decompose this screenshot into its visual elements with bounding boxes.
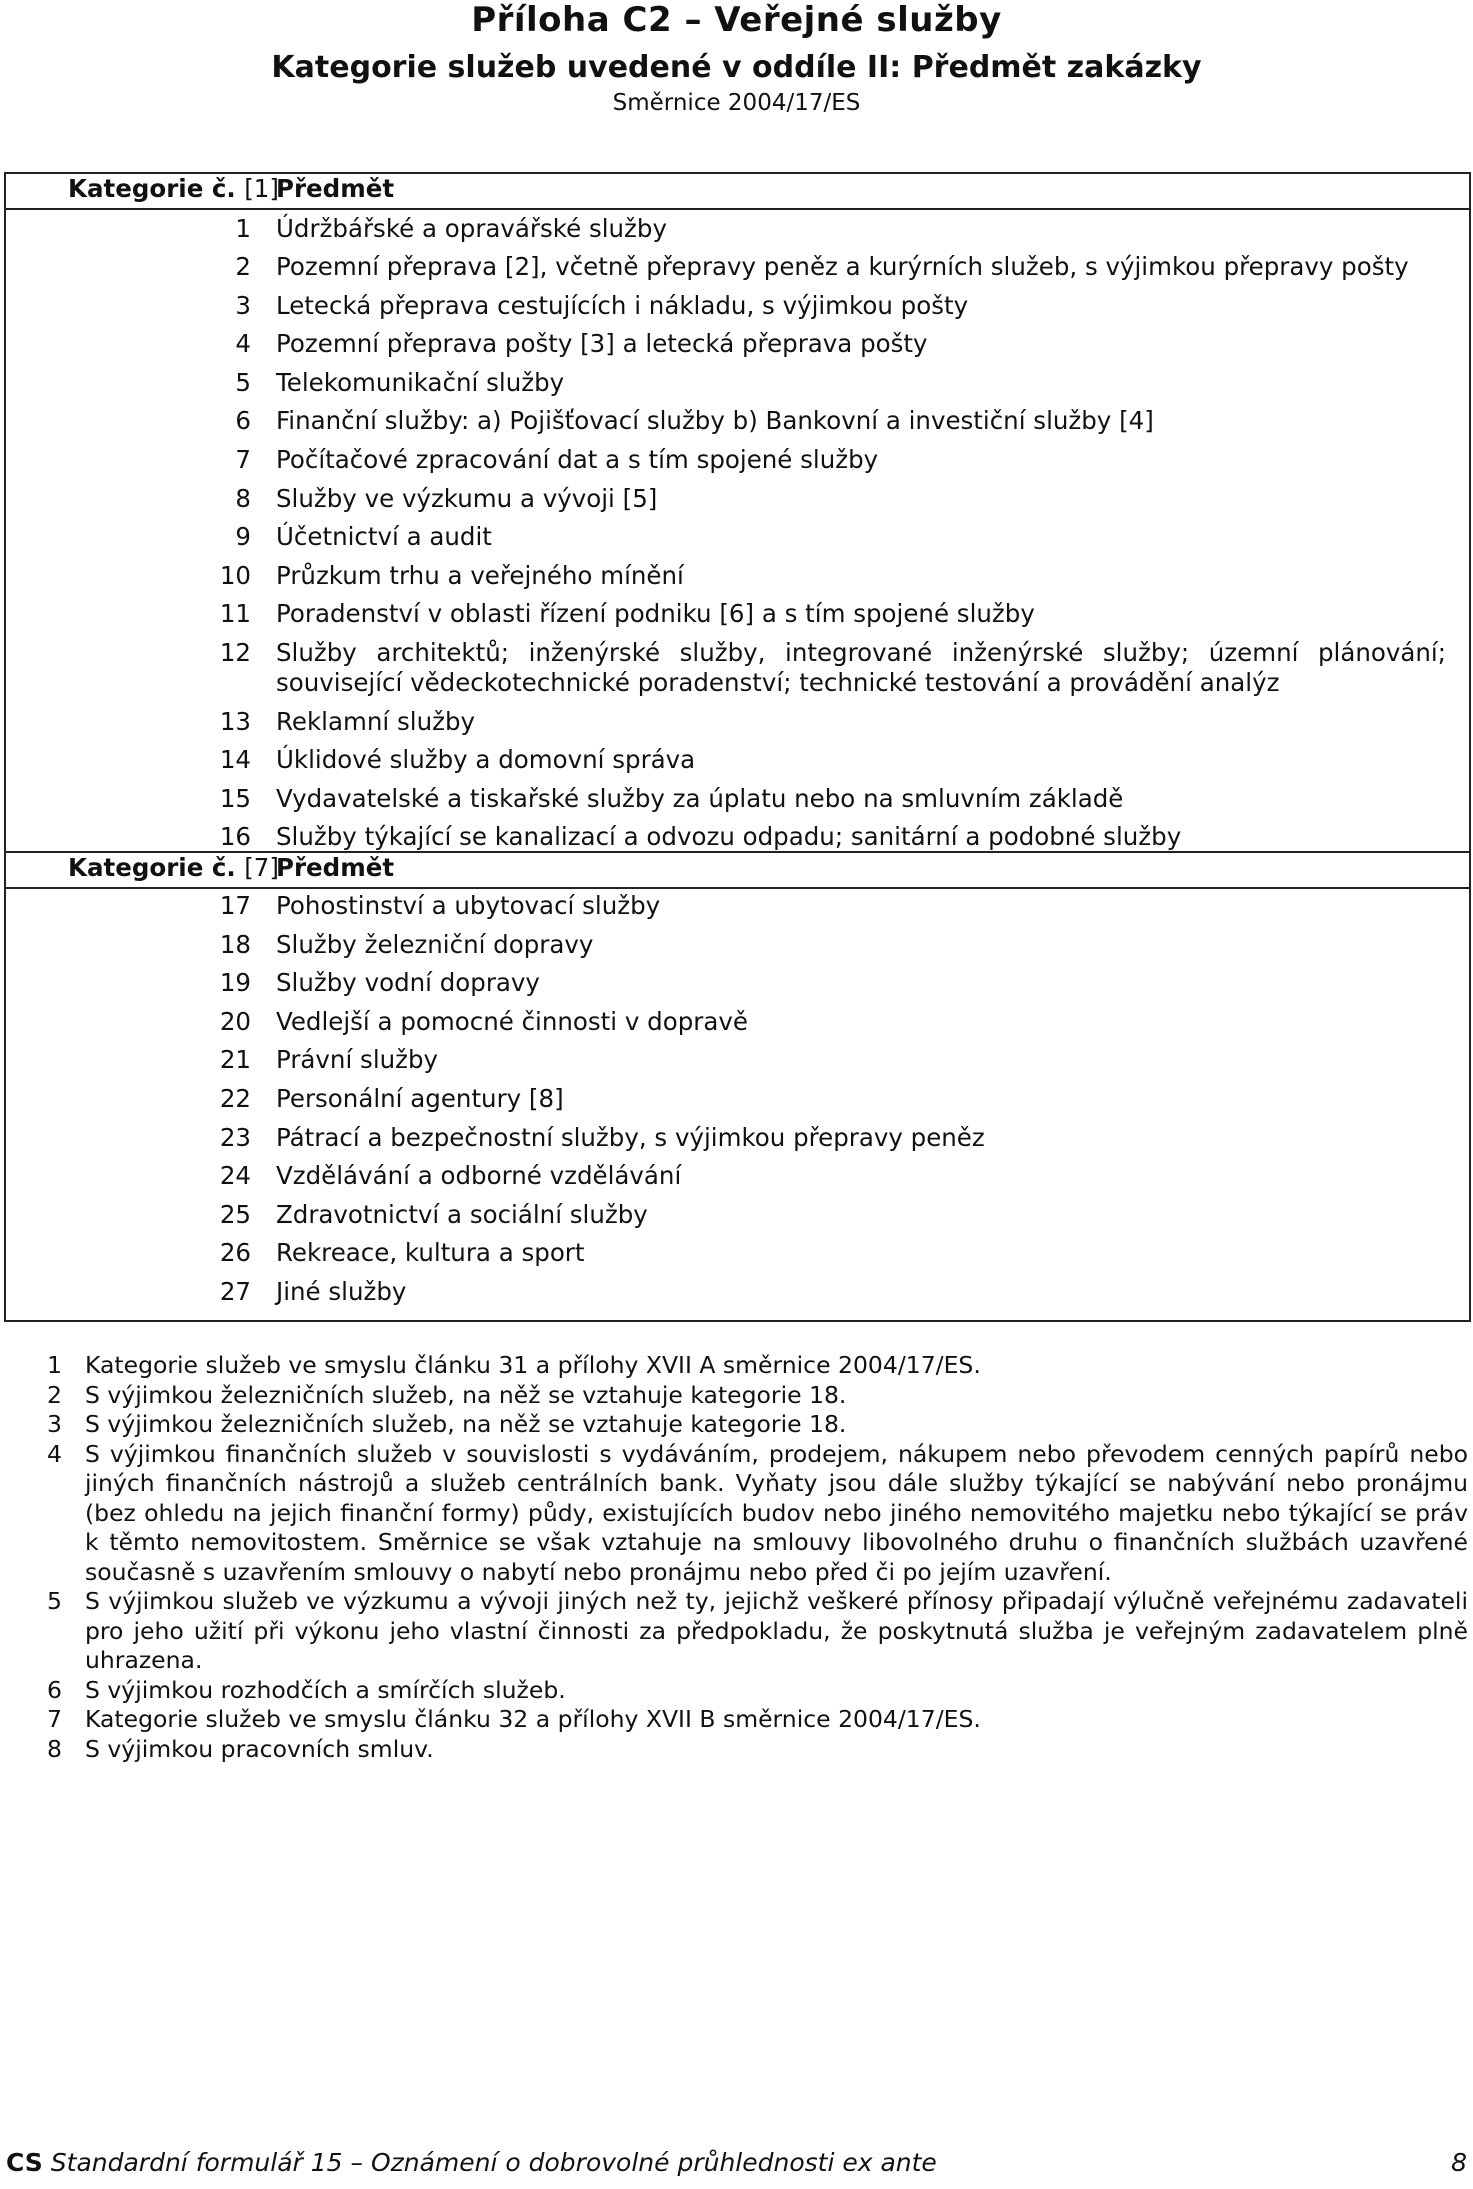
category-description: Služby železniční dopravy [276, 930, 594, 959]
category-description: Pohostinství a ubytovací služby [276, 891, 661, 920]
footnote-number: 2 [47, 1380, 62, 1409]
category-number: 13 [219, 707, 251, 736]
category-number: 14 [219, 745, 251, 774]
category-number: 9 [235, 522, 251, 551]
footnote-number: 8 [47, 1734, 62, 1763]
category-description: Pozemní přeprava [2], včetně přepravy peněz a kurýrních služeb, s výjimkou přepravy pošty [276, 252, 1409, 281]
category-description: Pozemní přeprava pošty [3] a letecká přeprava pošty [276, 329, 928, 358]
category-description: Jiné služby [276, 1277, 407, 1306]
category-header [68, 853, 279, 883]
footnote-text: S výjimkou finančních služeb v souvislosti s vydáváním, prodejem, nákupem nebo převodem cenných papírů nebo jiných finančních nástrojů a služeb centrálních bank. Vyňaty jsou dále služby týkající se nabývání nebo pronájmu (bez ohledu na jejich finanční formy) půdy, existujících budov nebo jiného nemovitého majetku nebo týkající se práv k těmto nemovitostem. Směrnice se však vztahuje na smlouvy libovolného druhu o finančních službách uzavřené současně s uzavřením smlouvy o nabytí nebo pronájmu nebo před či po jejím uzavření. [85, 1439, 1468, 1586]
category-description: Údržbářské a opravářské služby [276, 214, 667, 243]
category-description: Služby týkající se kanalizací a odvozu odpadu; sanitární a podobné služby [276, 822, 1182, 851]
category-number: 1 [235, 214, 251, 243]
category-description: Počítačové zpracování dat a s tím spojené služby [276, 445, 879, 474]
category-number: 27 [219, 1277, 251, 1306]
page-subtitle: Kategorie služeb uvedené v oddíle II: Předmět zakázky [271, 50, 1202, 85]
footnote-number: 1 [47, 1351, 62, 1379]
category-description: Rekreace, kultura a sport [276, 1238, 585, 1267]
category-description: Letecká přeprava cestujících i nákladu, s výjimkou pošty [276, 291, 969, 320]
footnote-text: S výjimkou služeb ve výzkumu a vývoji jiných než ty, jejichž veškeré přínosy připadají výlučně veřejnému zadavateli pro jeho užití při výkonu jeho vlastní činnosti za předpokladu, že poskytnutá služba je veřejným zadavatelem plně uhrazena. [85, 1587, 1468, 1674]
category-number: 6 [235, 406, 251, 435]
footnote-number: 7 [47, 1705, 62, 1733]
category-description: Služby vodní dopravy [276, 968, 540, 997]
footnotes [40, 1351, 1468, 1764]
page-number: 8 [1451, 2148, 1467, 2177]
category-number: 8 [235, 484, 251, 513]
category-description: Zdravotnictví a sociální služby [276, 1200, 648, 1229]
category-number: 4 [235, 329, 251, 358]
footnote-text: S výjimkou železničních služeb, na něž se vztahuje kategorie 18. [85, 1380, 847, 1409]
category-ref: [7] [244, 853, 279, 882]
category-number: 15 [219, 784, 251, 813]
category-description: Telekomunikační služby [276, 368, 565, 397]
footnote [40, 1351, 1468, 1381]
footnote [40, 1676, 1468, 1706]
subject-header: Předmět [276, 853, 395, 882]
category-label: Kategorie č. [68, 853, 236, 882]
footnote [40, 1381, 1468, 1411]
category-description: Reklamní služby [276, 707, 476, 736]
category-label: Kategorie č. [68, 174, 236, 203]
category-number: 18 [219, 930, 251, 959]
category-number: 26 [219, 1238, 251, 1267]
category-number: 10 [219, 561, 251, 590]
footnote [40, 1587, 1468, 1676]
category-number: 23 [219, 1123, 251, 1152]
category-description: Personální agentury [8] [276, 1084, 564, 1113]
category-description: Vzdělávání a odborné vzdělávání [276, 1161, 682, 1190]
category-number: 16 [219, 822, 251, 851]
footnote [40, 1410, 1468, 1440]
footnote [40, 1735, 1468, 1765]
category-number: 17 [219, 891, 251, 920]
footnote-number: 6 [47, 1675, 62, 1704]
category-number: 2 [235, 252, 251, 281]
subject-header: Předmět [276, 174, 395, 203]
footnote-text: S výjimkou železničních služeb, na něž se vztahuje kategorie 18. [85, 1410, 847, 1438]
category-description: Účetnictví a audit [276, 522, 492, 551]
category-description: Vedlejší a pomocné činnosti v dopravě [276, 1007, 748, 1036]
footnote [40, 1705, 1468, 1735]
category-number: 12 [219, 638, 251, 667]
page-title: Příloha C2 – Veřejné služby [471, 0, 1002, 40]
table-header-row [6, 174, 1469, 210]
category-description: Pátrací a bezpečnostní služby, s výjimkou přepravy peněz [276, 1123, 985, 1152]
category-description: Finanční služby: a) Pojišťovací služby b) Bankovní a investiční služby [4] [276, 406, 1154, 435]
category-description: Úklidové služby a domovní správa [276, 745, 696, 774]
footnote-number: 4 [47, 1439, 62, 1468]
footnote-number: 5 [47, 1587, 62, 1615]
category-number: 24 [219, 1161, 251, 1190]
category-description: Vydavatelské a tiskařské služby za úplatu nebo na smluvním základě [276, 784, 1124, 813]
category-description: Služby ve výzkumu a vývoji [5] [276, 484, 658, 513]
category-description: Právní služby [276, 1045, 439, 1074]
footnote-text: S výjimkou rozhodčích a smírčích služeb. [85, 1675, 566, 1704]
page-footer [6, 2148, 1467, 2177]
category-number: 22 [219, 1084, 251, 1113]
footnote-text: S výjimkou pracovních smluv. [85, 1734, 434, 1763]
directive-reference: Směrnice 2004/17/ES [612, 90, 861, 116]
service-categories-table [4, 172, 1471, 1322]
category-number: 19 [219, 968, 251, 997]
language-code: CS [6, 2148, 43, 2177]
footnote [40, 1440, 1468, 1588]
category-number: 5 [235, 368, 251, 397]
category-number: 21 [219, 1045, 251, 1074]
category-number: 3 [235, 291, 251, 320]
table-header-row-2 [6, 851, 1469, 889]
category-description: Průzkum trhu a veřejného mínění [276, 561, 684, 590]
category-description: Poradenství v oblasti řízení podniku [6] a s tím spojené služby [276, 599, 1035, 628]
category-number: 7 [235, 445, 251, 474]
category-number: 11 [219, 599, 251, 628]
form-title: Standardní formulář 15 – Oznámení o dobrovolné průhlednosti ex ante [50, 2148, 937, 2177]
category-description: Služby architektů; inženýrské služby, integrované inženýrské služby; územní plánování; související vědeckotechnické poradenství; technické testování a provádění analýz [276, 638, 1446, 697]
category-header [68, 174, 279, 204]
category-number: 20 [219, 1007, 251, 1036]
footnote-text: Kategorie služeb ve smyslu článku 31 a přílohy XVII A směrnice 2004/17/ES. [85, 1351, 981, 1379]
category-number: 25 [219, 1200, 251, 1229]
category-ref: [1] [244, 174, 279, 203]
footnote-text: Kategorie služeb ve smyslu článku 32 a přílohy XVII B směrnice 2004/17/ES. [85, 1705, 981, 1733]
footnote-number: 3 [47, 1410, 62, 1438]
